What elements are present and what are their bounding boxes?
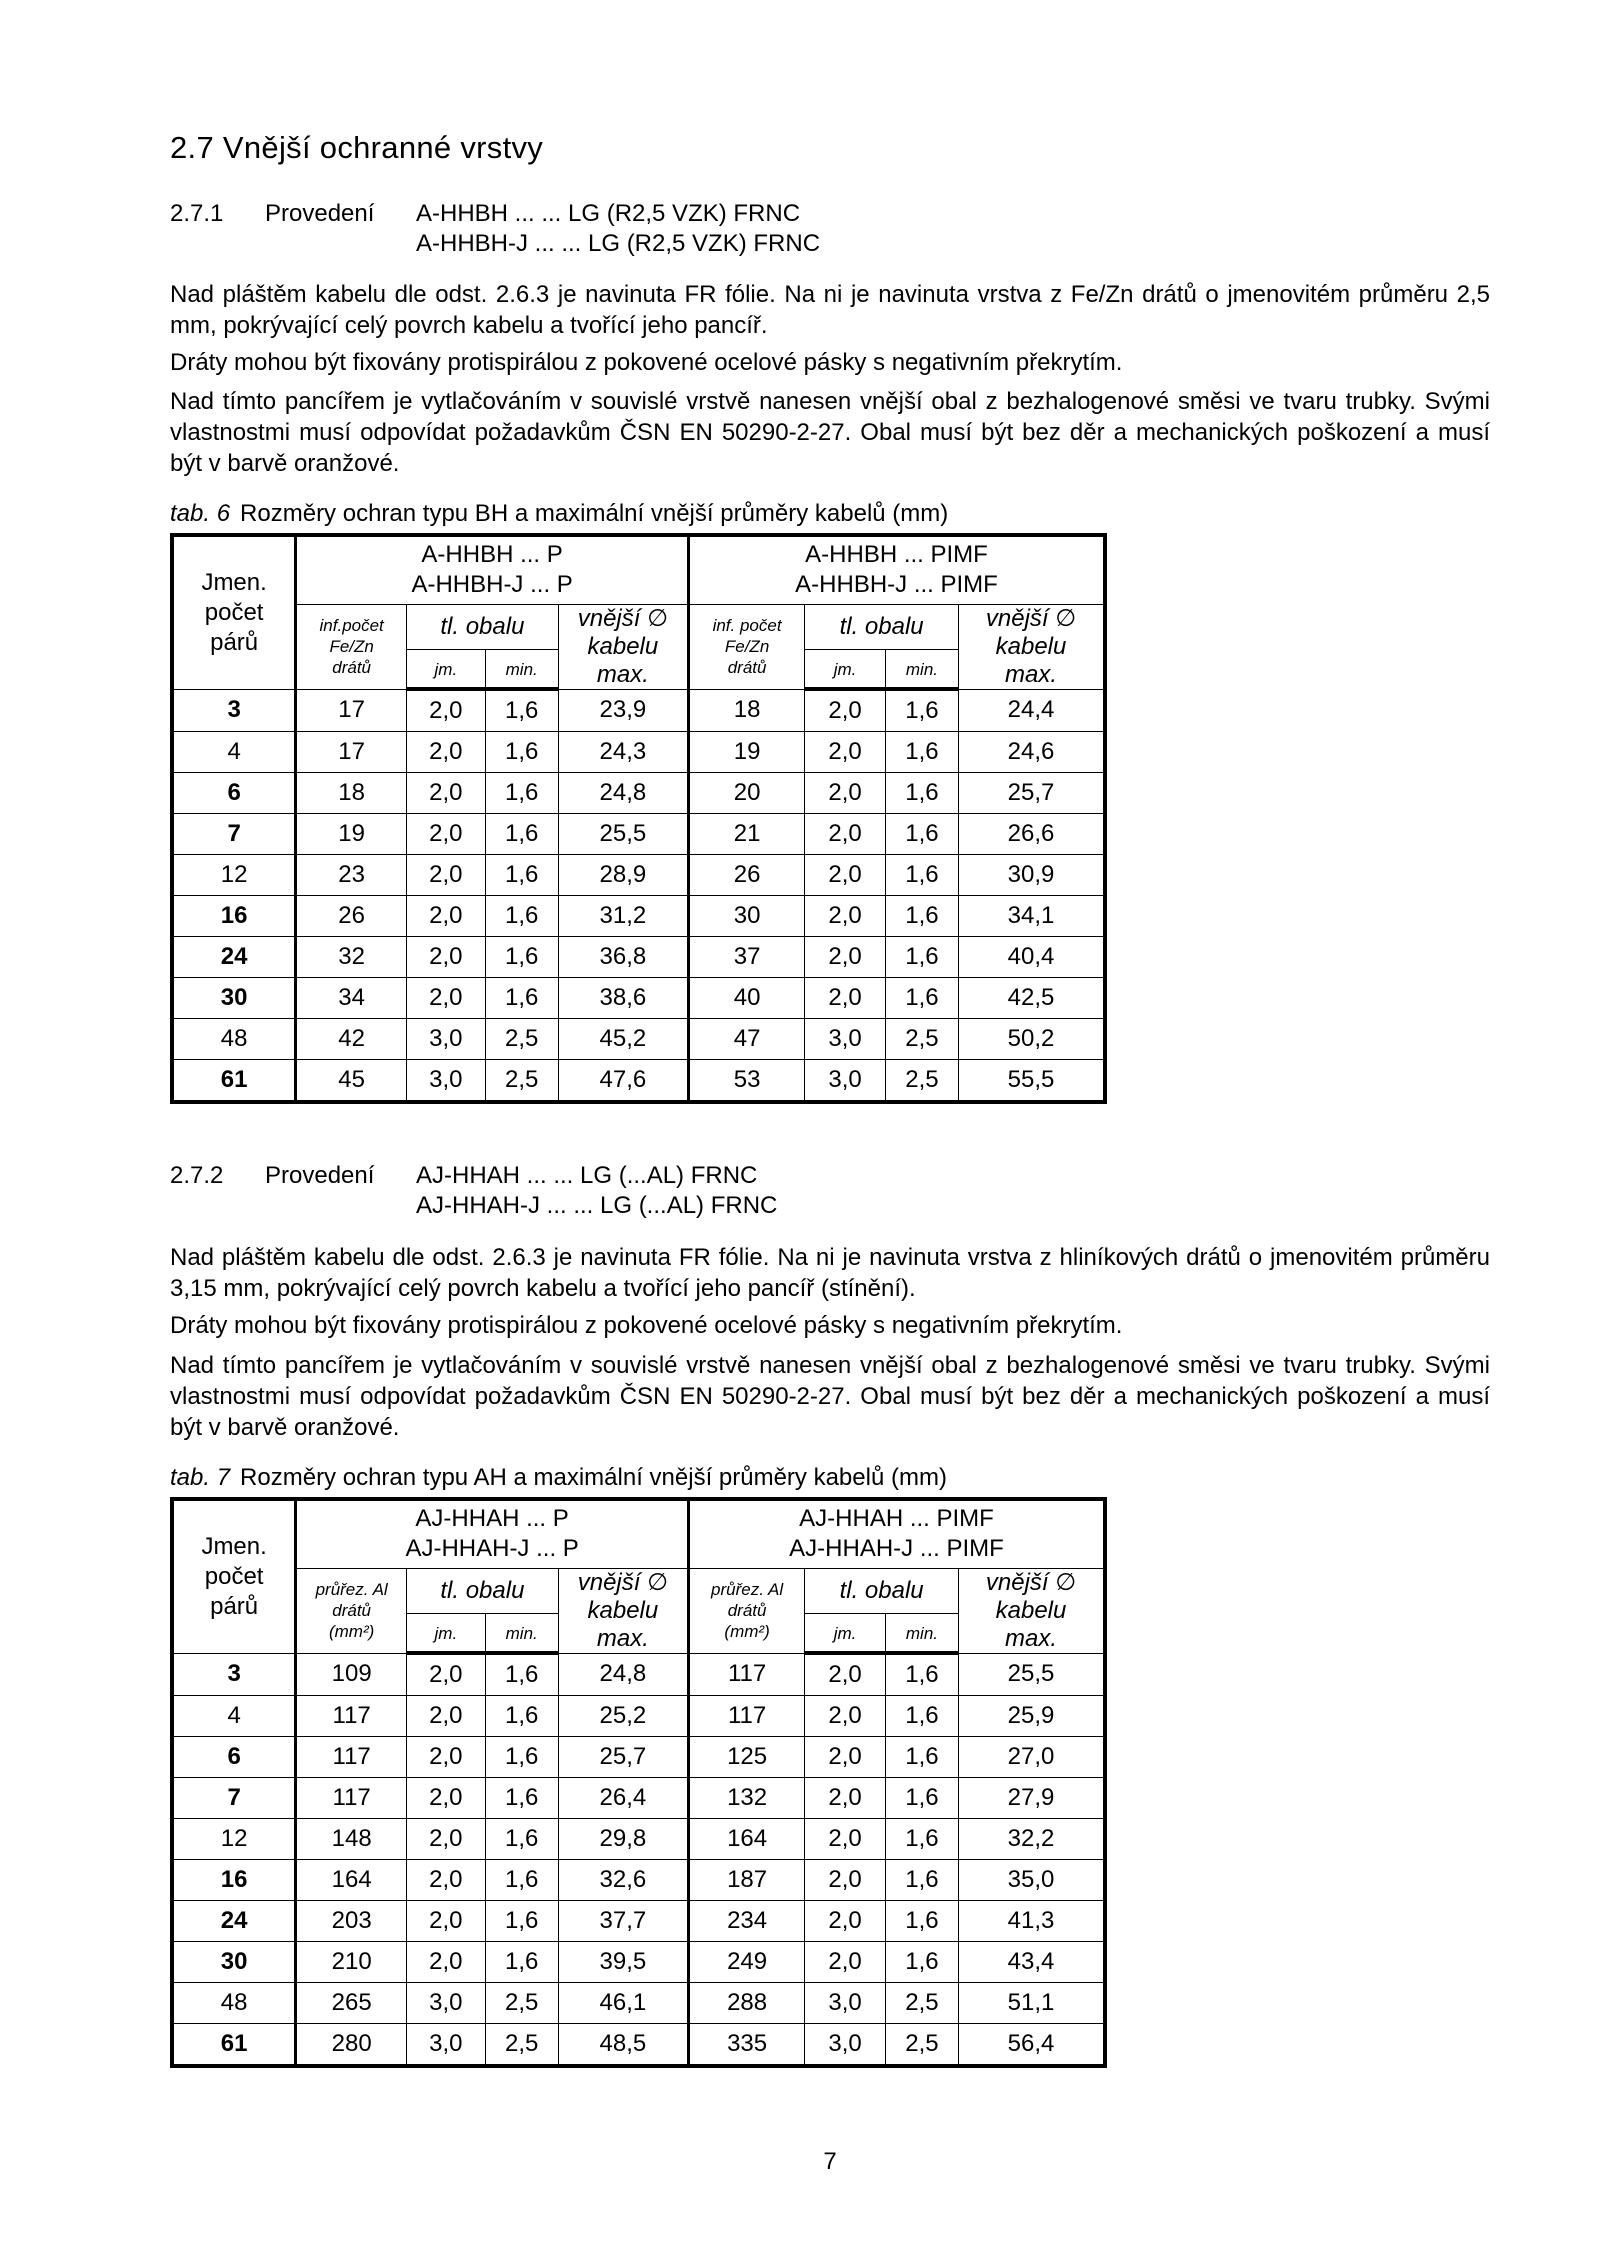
value-cell: 45,2 <box>558 1019 688 1060</box>
header-minimum: min. <box>485 649 558 689</box>
value-cell: 1,6 <box>885 773 958 814</box>
value-cell: 18 <box>296 773 407 814</box>
table-row <box>172 1653 1105 1696</box>
subsection-number: 2.7.1 <box>170 200 224 227</box>
table-row <box>172 1696 1105 1737</box>
table-row <box>172 732 1105 773</box>
table-row <box>172 1019 1105 1060</box>
table-number: tab. 6 <box>170 500 231 527</box>
value-cell: 56,4 <box>959 2024 1105 2067</box>
value-cell: 2,0 <box>805 1942 886 1983</box>
table-row <box>172 1983 1105 2024</box>
value-cell: 2,5 <box>485 1019 558 1060</box>
value-cell: 3,0 <box>805 1983 886 2024</box>
value-cell: 1,6 <box>885 689 958 732</box>
pair-count-cell: 3 <box>172 1653 296 1696</box>
value-cell: 2,0 <box>805 855 886 896</box>
table-row <box>172 896 1105 937</box>
page-number: 7 <box>823 2148 837 2175</box>
value-cell: 30 <box>688 896 804 937</box>
paragraph-1: Nad pláštěm kabelu dle odst. 2.6.3 je navinuta FR fólie. Na ni je navinuta vrstva z Fe/Zn drátů o jmenovitém průměru 2,5 mm, pokrývající celý povrch kabelu a tvořící jeho pancíř. <box>170 281 1490 339</box>
value-cell: 39,5 <box>558 1942 688 1983</box>
value-cell: 26 <box>688 855 804 896</box>
header-nominal: jm. <box>407 649 486 689</box>
value-cell: 23 <box>296 855 407 896</box>
value-cell: 24,6 <box>959 732 1105 773</box>
value-cell: 47 <box>688 1019 804 1060</box>
header-sheath-thickness: tl. obalu <box>407 604 559 649</box>
header-outer-diameter: vnější ∅ kabelu max. <box>558 604 688 689</box>
value-cell: 1,6 <box>485 896 558 937</box>
value-cell: 32,2 <box>959 1819 1105 1860</box>
value-cell: 17 <box>296 689 407 732</box>
design-line-1: A-HHBH ... ... LG (R2,5 VZK) FRNC <box>416 200 801 227</box>
value-cell: 1,6 <box>885 1860 958 1901</box>
header-outer-diameter: vnější ∅ kabelu max. <box>558 1568 688 1653</box>
value-cell: 2,0 <box>805 732 886 773</box>
value-cell: 37 <box>688 937 804 978</box>
value-cell: 265 <box>296 1983 407 2024</box>
value-cell: 1,6 <box>885 1819 958 1860</box>
table-row <box>172 1060 1105 1103</box>
table-title: Rozměry ochran typu AH a maximální vnější průměry kabelů (mm) <box>240 1464 947 1491</box>
value-cell: 19 <box>688 732 804 773</box>
header-sheath-thickness: tl. obalu <box>805 604 959 649</box>
value-cell: 1,6 <box>485 1778 558 1819</box>
value-cell: 42,5 <box>959 978 1105 1019</box>
value-cell: 2,0 <box>805 1737 886 1778</box>
value-cell: 50,2 <box>959 1019 1105 1060</box>
header-minimum: min. <box>885 1613 958 1653</box>
value-cell: 37,7 <box>558 1901 688 1942</box>
value-cell: 2,0 <box>805 773 886 814</box>
value-cell: 2,5 <box>485 1983 558 2024</box>
value-cell: 43,4 <box>959 1942 1105 1983</box>
header-outer-diameter: vnější ∅ kabelu max. <box>959 604 1105 689</box>
value-cell: 1,6 <box>485 814 558 855</box>
value-cell: 2,0 <box>805 1653 886 1696</box>
value-cell: 38,6 <box>558 978 688 1019</box>
value-cell: 249 <box>688 1942 804 1983</box>
header-sheath-thickness: tl. obalu <box>407 1568 559 1613</box>
value-cell: 24,8 <box>558 773 688 814</box>
value-cell: 2,0 <box>805 937 886 978</box>
value-cell: 1,6 <box>885 896 958 937</box>
value-cell: 40 <box>688 978 804 1019</box>
value-cell: 335 <box>688 2024 804 2067</box>
value-cell: 48,5 <box>558 2024 688 2067</box>
value-cell: 2,0 <box>805 978 886 1019</box>
value-cell: 2,0 <box>805 814 886 855</box>
header-minimum: min. <box>485 1613 558 1653</box>
header-wire-count: inf. počet Fe/Zn drátů <box>688 604 804 689</box>
value-cell: 2,5 <box>885 1060 958 1103</box>
value-cell: 288 <box>688 1983 804 2024</box>
value-cell: 51,1 <box>959 1983 1105 2024</box>
value-cell: 2,0 <box>407 773 486 814</box>
table-row <box>172 978 1105 1019</box>
value-cell: 2,0 <box>407 896 486 937</box>
header-sheath-thickness: tl. obalu <box>805 1568 959 1613</box>
table-row <box>172 773 1105 814</box>
value-cell: 27,9 <box>959 1778 1105 1819</box>
value-cell: 1,6 <box>885 1653 958 1696</box>
value-cell: 18 <box>688 689 804 732</box>
value-cell: 1,6 <box>885 814 958 855</box>
header-nominal: jm. <box>805 649 886 689</box>
value-cell: 1,6 <box>485 1942 558 1983</box>
header-wire-cross-section: průřez. Al drátů (mm²) <box>688 1568 804 1653</box>
value-cell: 53 <box>688 1060 804 1103</box>
table-row <box>172 689 1105 732</box>
value-cell: 42 <box>296 1019 407 1060</box>
table-6-body <box>172 689 1105 1102</box>
table-row <box>172 937 1105 978</box>
value-cell: 30,9 <box>959 855 1105 896</box>
value-cell: 1,6 <box>485 773 558 814</box>
value-cell: 187 <box>688 1860 804 1901</box>
value-cell: 2,0 <box>407 1901 486 1942</box>
value-cell: 29,8 <box>558 1819 688 1860</box>
value-cell: 23,9 <box>558 689 688 732</box>
value-cell: 1,6 <box>485 689 558 732</box>
value-cell: 1,6 <box>485 1901 558 1942</box>
value-cell: 2,0 <box>805 1901 886 1942</box>
pair-count-cell: 30 <box>172 1942 296 1983</box>
value-cell: 2,0 <box>407 1653 486 1696</box>
value-cell: 3,0 <box>805 2024 886 2067</box>
value-cell: 210 <box>296 1942 407 1983</box>
table-6 <box>170 533 1107 1104</box>
value-cell: 2,5 <box>885 1019 958 1060</box>
pair-count-cell: 6 <box>172 773 296 814</box>
value-cell: 26 <box>296 896 407 937</box>
section-heading: 2.7 Vnější ochranné vrstvy <box>170 130 544 165</box>
design-line-1: AJ-HHAH ... ... LG (...AL) FRNC <box>416 1162 758 1189</box>
value-cell: 20 <box>688 773 804 814</box>
value-cell: 234 <box>688 1901 804 1942</box>
value-cell: 164 <box>296 1860 407 1901</box>
value-cell: 1,6 <box>885 1737 958 1778</box>
value-cell: 2,0 <box>407 1737 486 1778</box>
value-cell: 1,6 <box>885 1901 958 1942</box>
value-cell: 2,0 <box>407 937 486 978</box>
pair-count-cell: 30 <box>172 978 296 1019</box>
value-cell: 109 <box>296 1653 407 1696</box>
value-cell: 1,6 <box>485 937 558 978</box>
value-cell: 3,0 <box>407 1983 486 2024</box>
value-cell: 2,0 <box>805 1696 886 1737</box>
value-cell: 1,6 <box>885 1696 958 1737</box>
table-7 <box>170 1497 1107 2068</box>
value-cell: 19 <box>296 814 407 855</box>
value-cell: 25,7 <box>558 1737 688 1778</box>
value-cell: 2,0 <box>407 1860 486 1901</box>
pair-count-cell: 16 <box>172 896 296 937</box>
table-row <box>172 1942 1105 1983</box>
value-cell: 32,6 <box>558 1860 688 1901</box>
table-row <box>172 1778 1105 1819</box>
header-group-p: AJ-HHAH ... P AJ-HHAH-J ... P <box>296 1499 689 1568</box>
value-cell: 148 <box>296 1819 407 1860</box>
value-cell: 117 <box>296 1696 407 1737</box>
value-cell: 1,6 <box>485 978 558 1019</box>
value-cell: 25,2 <box>558 1696 688 1737</box>
header-pair-count: Jmen. počet párů <box>172 535 296 689</box>
table-row <box>172 855 1105 896</box>
pair-count-cell: 4 <box>172 1696 296 1737</box>
value-cell: 25,9 <box>959 1696 1105 1737</box>
header-nominal: jm. <box>805 1613 886 1653</box>
pair-count-cell: 48 <box>172 1019 296 1060</box>
table-title: Rozměry ochran typu BH a maximální vnější průměry kabelů (mm) <box>240 500 949 527</box>
table-7-caption <box>170 1464 947 1492</box>
value-cell: 2,0 <box>805 896 886 937</box>
value-cell: 3,0 <box>805 1019 886 1060</box>
value-cell: 1,6 <box>885 1942 958 1983</box>
value-cell: 1,6 <box>485 1737 558 1778</box>
value-cell: 3,0 <box>805 1060 886 1103</box>
header-wire-cross-section: průřez. Al drátů (mm²) <box>296 1568 407 1653</box>
paragraph-3: Nad tímto pancířem je vytlačováním v souvislé vrstvě nanesen vnější obal z bezhalogenové směsi ve tvaru trubky. Svými vlastnostmi musí odpovídat požadavkům ČSN EN 50290-2-27. Obal musí být bez děr a mechanických poškození a musí být v barvě oranžové. <box>170 1352 1490 1441</box>
subsection-label: Provedení <box>265 1162 375 1189</box>
pair-count-cell: 3 <box>172 689 296 732</box>
value-cell: 1,6 <box>485 1696 558 1737</box>
value-cell: 26,6 <box>959 814 1105 855</box>
value-cell: 2,5 <box>485 2024 558 2067</box>
value-cell: 2,0 <box>407 1942 486 1983</box>
value-cell: 35,0 <box>959 1860 1105 1901</box>
value-cell: 46,1 <box>558 1983 688 2024</box>
header-group-pimf: A-HHBH ... PIMF A-HHBH-J ... PIMF <box>688 535 1105 604</box>
value-cell: 1,6 <box>885 978 958 1019</box>
pair-count-cell: 16 <box>172 1860 296 1901</box>
header-wire-count: inf.počet Fe/Zn drátů <box>296 604 407 689</box>
value-cell: 2,0 <box>407 1819 486 1860</box>
value-cell: 1,6 <box>485 732 558 773</box>
value-cell: 2,5 <box>885 1983 958 2024</box>
table-row <box>172 814 1105 855</box>
pair-count-cell: 12 <box>172 855 296 896</box>
value-cell: 31,2 <box>558 896 688 937</box>
value-cell: 1,6 <box>885 855 958 896</box>
value-cell: 36,8 <box>558 937 688 978</box>
header-group-p: A-HHBH ... P A-HHBH-J ... P <box>296 535 689 604</box>
value-cell: 21 <box>688 814 804 855</box>
subsection-label: Provedení <box>265 200 375 227</box>
table-row <box>172 1860 1105 1901</box>
pair-count-cell: 61 <box>172 2024 296 2067</box>
header-outer-diameter: vnější ∅ kabelu max. <box>959 1568 1105 1653</box>
value-cell: 117 <box>688 1653 804 1696</box>
paragraph-3: Nad tímto pancířem je vytlačováním v souvislé vrstvě nanesen vnější obal z bezhalogenové směsi ve tvaru trubky. Svými vlastnostmi musí odpovídat požadavkům ČSN EN 50290-2-27. Obal musí být bez děr a mechanických poškození a musí být v barvě oranžové. <box>170 388 1490 477</box>
table-6-caption <box>170 500 948 528</box>
table-row <box>172 2024 1105 2067</box>
value-cell: 2,0 <box>805 1819 886 1860</box>
paragraph-1: Nad pláštěm kabelu dle odst. 2.6.3 je navinuta FR fólie. Na ni je navinuta vrstva z hliníkových drátů o jmenovitém průměru 3,15 mm, pokrývající celý povrch kabelu a tvořící jeho pancíř (stínění). <box>170 1244 1490 1302</box>
header-minimum: min. <box>885 649 958 689</box>
value-cell: 117 <box>688 1696 804 1737</box>
value-cell: 1,6 <box>485 1819 558 1860</box>
value-cell: 2,0 <box>407 689 486 732</box>
value-cell: 26,4 <box>558 1778 688 1819</box>
pair-count-cell: 6 <box>172 1737 296 1778</box>
value-cell: 28,9 <box>558 855 688 896</box>
value-cell: 41,3 <box>959 1901 1105 1942</box>
value-cell: 117 <box>296 1778 407 1819</box>
value-cell: 27,0 <box>959 1737 1105 1778</box>
value-cell: 117 <box>296 1737 407 1778</box>
value-cell: 2,0 <box>805 1860 886 1901</box>
value-cell: 34,1 <box>959 896 1105 937</box>
table-number: tab. 7 <box>170 1464 231 1491</box>
value-cell: 25,5 <box>959 1653 1105 1696</box>
table-row <box>172 1901 1105 1942</box>
value-cell: 2,5 <box>485 1060 558 1103</box>
table-row <box>172 1819 1105 1860</box>
pair-count-cell: 12 <box>172 1819 296 1860</box>
value-cell: 1,6 <box>885 937 958 978</box>
value-cell: 164 <box>688 1819 804 1860</box>
value-cell: 3,0 <box>407 2024 486 2067</box>
value-cell: 1,6 <box>885 1778 958 1819</box>
pair-count-cell: 7 <box>172 814 296 855</box>
header-nominal: jm. <box>407 1613 486 1653</box>
value-cell: 2,0 <box>805 689 886 732</box>
value-cell: 132 <box>688 1778 804 1819</box>
value-cell: 1,6 <box>485 1860 558 1901</box>
design-line-2: A-HHBH-J ... ... LG (R2,5 VZK) FRNC <box>416 230 821 257</box>
value-cell: 2,5 <box>885 2024 958 2067</box>
value-cell: 203 <box>296 1901 407 1942</box>
header-pair-count: Jmen. počet párů <box>172 1499 296 1653</box>
value-cell: 1,6 <box>485 855 558 896</box>
value-cell: 2,0 <box>407 814 486 855</box>
value-cell: 47,6 <box>558 1060 688 1103</box>
value-cell: 2,0 <box>407 1696 486 1737</box>
value-cell: 40,4 <box>959 937 1105 978</box>
value-cell: 25,7 <box>959 773 1105 814</box>
value-cell: 2,0 <box>407 978 486 1019</box>
value-cell: 45 <box>296 1060 407 1103</box>
subsection-number: 2.7.2 <box>170 1162 224 1189</box>
value-cell: 34 <box>296 978 407 1019</box>
value-cell: 25,5 <box>558 814 688 855</box>
value-cell: 3,0 <box>407 1019 486 1060</box>
value-cell: 280 <box>296 2024 407 2067</box>
value-cell: 32 <box>296 937 407 978</box>
value-cell: 2,0 <box>407 1778 486 1819</box>
table-7-body <box>172 1653 1105 2066</box>
value-cell: 55,5 <box>959 1060 1105 1103</box>
design-line-2: AJ-HHAH-J ... ... LG (...AL) FRNC <box>416 1192 778 1219</box>
value-cell: 2,0 <box>407 732 486 773</box>
pair-count-cell: 7 <box>172 1778 296 1819</box>
pair-count-cell: 4 <box>172 732 296 773</box>
paragraph-2: Dráty mohou být fixovány protispirálou z pokovené ocelové pásky s negativním překrytím. <box>170 1312 1123 1339</box>
pair-count-cell: 61 <box>172 1060 296 1103</box>
value-cell: 3,0 <box>407 1060 486 1103</box>
value-cell: 24,8 <box>558 1653 688 1696</box>
value-cell: 24,3 <box>558 732 688 773</box>
value-cell: 1,6 <box>885 732 958 773</box>
value-cell: 1,6 <box>485 1653 558 1696</box>
value-cell: 17 <box>296 732 407 773</box>
value-cell: 125 <box>688 1737 804 1778</box>
pair-count-cell: 24 <box>172 1901 296 1942</box>
value-cell: 24,4 <box>959 689 1105 732</box>
paragraph-2: Dráty mohou být fixovány protispirálou z pokovené ocelové pásky s negativním překrytím. <box>170 349 1123 376</box>
pair-count-cell: 24 <box>172 937 296 978</box>
value-cell: 2,0 <box>805 1778 886 1819</box>
pair-count-cell: 48 <box>172 1983 296 2024</box>
value-cell: 2,0 <box>407 855 486 896</box>
header-group-pimf: AJ-HHAH ... PIMF AJ-HHAH-J ... PIMF <box>688 1499 1105 1568</box>
table-row <box>172 1737 1105 1778</box>
